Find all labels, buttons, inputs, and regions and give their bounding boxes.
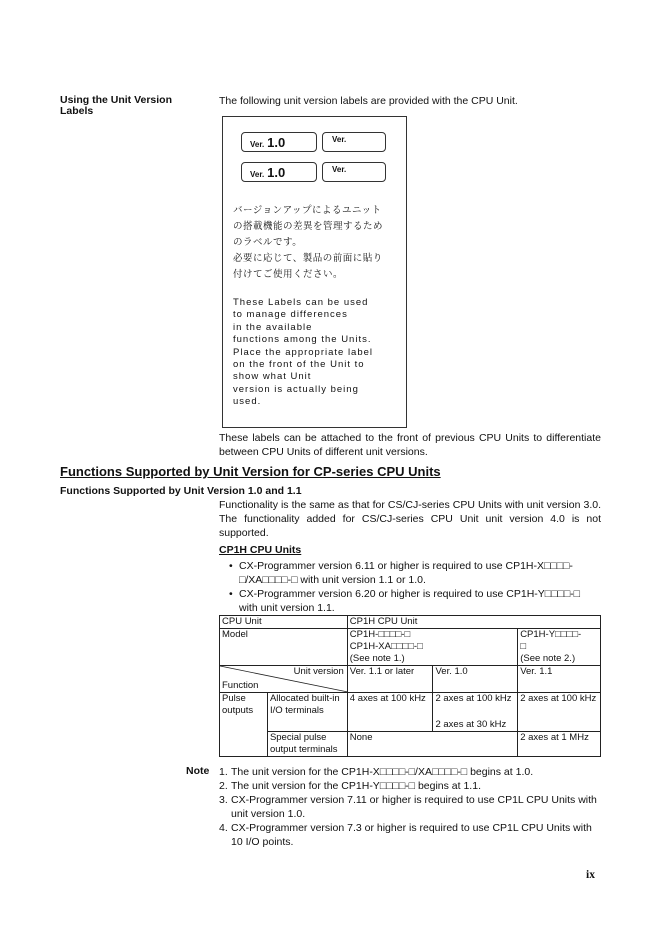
jp-line: のラベルです。 (233, 237, 303, 248)
japanese-instructions (233, 203, 405, 283)
note-number: 4. (219, 822, 228, 834)
intro-text: The following unit version labels are provided with the CPU Unit. (219, 95, 518, 107)
bullet-text: CX-Programmer version 6.20 or higher is required to use CP1H-Y□□□□-□ with unit version 1.1. (239, 588, 580, 614)
model-line: (See note 1.) (349, 653, 405, 664)
table-row (220, 732, 601, 757)
cell-line: 2 axes at 30 kHz (435, 719, 507, 730)
table-cell: CPU Unit (220, 616, 348, 629)
ver-prefix: Ver. (250, 140, 265, 149)
label-usage-text: These labels can be attached to the front of previous CPU Units to differentiate between CPU Units of different unit versions. (219, 432, 601, 458)
model-line: (See note 2.) (520, 653, 576, 664)
table-cell: 2 axes at 1 MHz (518, 732, 601, 757)
bullet-text: CX-Programmer version 6.11 or higher is required to use CP1H-X□□□□-□/XA□□□□-□ with unit version 1.1 or 1.0. (239, 560, 573, 586)
notes-list (219, 765, 601, 849)
table-cell: None (347, 732, 517, 757)
diagonal-header-cell (220, 666, 348, 693)
cell-line: 2 axes at 100 kHz (435, 693, 512, 704)
en-line: These Labels can be used (233, 297, 369, 308)
table-cell: 2 axes at 100 kHz (518, 693, 601, 732)
table-cell: Allocated built-in I/O terminals (267, 693, 347, 732)
bullet-dot: • (229, 560, 233, 572)
page-number: ix (586, 869, 595, 881)
en-line: in the available (233, 321, 313, 333)
version-label-1-0-bottom (241, 162, 317, 182)
en-line: to manage differences (233, 309, 348, 321)
note-item (219, 793, 601, 821)
table-cell: CP1H CPU Unit (347, 616, 600, 629)
note-item (219, 779, 601, 793)
table-cell (433, 693, 518, 732)
table-cell: Ver. 1.1 (518, 666, 601, 693)
table-row (220, 616, 601, 629)
table-row (220, 693, 601, 732)
note-item (219, 821, 601, 849)
cp1h-heading: CP1H CPU Units (219, 544, 302, 556)
bullet-dot: • (229, 588, 233, 600)
jp-line: の搭載機能の差異を管理するため (233, 221, 384, 232)
table-row (220, 666, 601, 693)
en-line: used. (233, 396, 262, 408)
note-item (219, 765, 601, 779)
note-text: CX-Programmer version 7.11 or higher is required to use CP1L CPU Units with unit version 1.0. (231, 794, 597, 820)
section-title: Functions Supported by Unit Version for CP-series CPU Units (60, 464, 441, 479)
english-instructions (233, 297, 398, 409)
model-line: CP1H-□□□□-□ (349, 629, 411, 640)
note-text: CX-Programmer version 7.3 or higher is required to use CP1L CPU Units with 10 I/O points. (231, 822, 592, 848)
jp-line: 必要に応じて、製品の前面に貼り (233, 253, 383, 264)
sub-heading: Functions Supported by Unit Version 1.0 and 1.1 (60, 485, 302, 497)
en-line: on the front of the Unit to (233, 359, 365, 371)
blank-version-label-top (322, 132, 386, 152)
jp-line: バージョンアップによるユニット (233, 205, 382, 216)
note-number: 1. (219, 766, 228, 778)
note-text: The unit version for the CP1H-Y□□□□-□ begins at 1.1. (231, 780, 481, 792)
en-line: functions among the Units. (233, 334, 372, 346)
bullet-item (229, 559, 601, 587)
table-cell (518, 629, 601, 666)
table-cell: Special pulse output terminals (267, 732, 347, 757)
model-line: CP1H-XA□□□□-□ (349, 641, 423, 652)
unit-version-header: Unit version (293, 666, 344, 677)
unit-version-table (219, 615, 601, 757)
ver-number: 1.0 (267, 135, 286, 150)
table-cell: Model (220, 629, 348, 666)
note-text: The unit version for the CP1H-X□□□□-□/XA□□□□-□ begins at 1.0. (231, 766, 534, 778)
ver-number: 1.0 (267, 165, 286, 180)
model-line: CP1H-Y□□□□- (520, 629, 582, 640)
version-label-1-0-top (241, 132, 317, 152)
en-line: show what Unit (233, 371, 312, 383)
table-cell: Ver. 1.0 (433, 666, 518, 693)
blank-label-text: Ver. (332, 165, 347, 174)
table-cell: Pulse outputs (220, 693, 268, 757)
table-cell: Ver. 1.1 or later (347, 666, 433, 693)
blank-version-label-bottom (322, 162, 386, 182)
en-line: Place the appropriate label (233, 346, 374, 358)
table-row (220, 629, 601, 666)
note-number: 2. (219, 780, 228, 792)
ver-prefix: Ver. (250, 170, 265, 179)
bullet-item (229, 587, 601, 615)
note-number: 3. (219, 794, 228, 806)
notes-label: Note (186, 765, 210, 777)
table-cell: 4 axes at 100 kHz (347, 693, 433, 732)
jp-line: 付けてご使用ください。 (233, 269, 344, 280)
side-heading: Using the Unit Version Labels (60, 94, 173, 117)
en-line: version is actually being (233, 383, 359, 395)
model-line: □ (520, 641, 526, 652)
function-header: Function (222, 680, 259, 691)
table-cell (347, 629, 517, 666)
label-sheet (222, 116, 407, 428)
functionality-text: Functionality is the same as that for CS/CJ-series CPU Units with unit version 3.0. The functionality added for CS/CJ-series CPU Unit unit version 4.0 is not supported. (219, 499, 601, 539)
blank-label-text: Ver. (332, 135, 347, 144)
